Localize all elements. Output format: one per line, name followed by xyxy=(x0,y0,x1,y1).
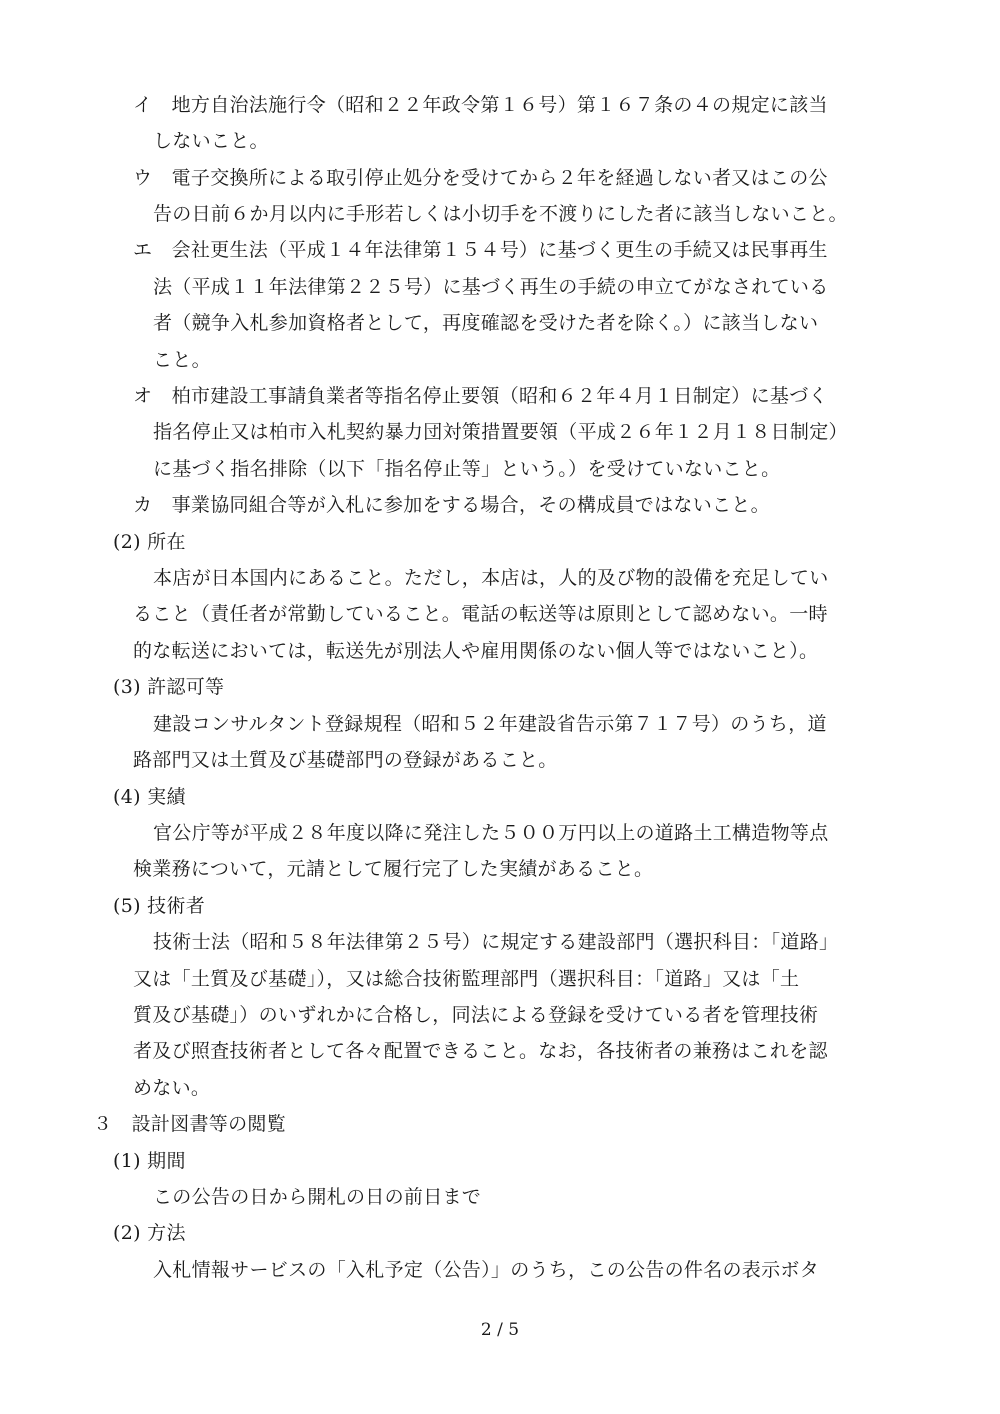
text-line: ること（責任者が常勤していること。電話の転送等は原則として認めない。一時 xyxy=(133,603,828,625)
text-line: に基づく指名排除（以下「指名停止等」という。）を受けていないこと。 xyxy=(153,458,781,480)
text-line: 者（競争入札参加資格者として，再度確認を受けた者を除く。）に該当しない xyxy=(153,312,819,334)
section-heading: (4) 実績 xyxy=(113,786,186,808)
text-line: オ 柏市建設工事請負業者等指名停止要領（昭和６２年４月１日制定）に基づく xyxy=(133,385,828,407)
text-line: 技術士法（昭和５８年法律第２５号）に規定する建設部門（選択科目：「道路」 xyxy=(153,931,839,953)
text-line: 本店が日本国内にあること。ただし，本店は，人的及び物的設備を充足してい xyxy=(153,567,829,589)
text-line: 入札情報サービスの「入札予定（公告）」のうち，この公告の件名の表示ボタ xyxy=(153,1259,820,1281)
section-heading: (1) 期間 xyxy=(113,1150,186,1172)
section-heading: ３ 設計図書等の閲覧 xyxy=(93,1113,287,1135)
text-line: 検業務について，元請として履行完了した実績があること。 xyxy=(133,858,654,880)
text-line: 建設コンサルタント登録規程（昭和５２年建設省告示第７１７号）のうち，道 xyxy=(153,713,827,735)
text-line: ウ 電子交換所による取引停止処分を受けてから２年を経過しない者又はこの公 xyxy=(133,167,828,189)
text-line: カ 事業協同組合等が入札に参加をする場合，その構成員ではないこと。 xyxy=(133,494,770,516)
text-line: しないこと。 xyxy=(153,130,269,152)
text-line: 的な転送においては，転送先が別法人や雇用関係のない個人等ではないこと）。 xyxy=(133,640,819,662)
text-line: この公告の日から開札の日の前日まで xyxy=(153,1186,482,1208)
text-line: イ 地方自治法施行令（昭和２２年政令第１６号）第１６７条の４の規定に該当 xyxy=(133,94,828,116)
text-line: 路部門又は土質及び基礎部門の登録があること。 xyxy=(133,749,558,771)
text-line: エ 会社更生法（平成１４年法律第１５４号）に基づく更生の手続又は民事再生 xyxy=(133,239,828,261)
text-line: 又は「土質及び基礎」），又は総合技術監理部門（選択科目：「道路」又は「土 xyxy=(133,968,800,990)
section-heading: (2) 所在 xyxy=(113,531,186,553)
section-heading: (3) 許認可等 xyxy=(113,676,225,698)
page-number: 2 / 5 xyxy=(480,1320,520,1340)
section-heading: (5) 技術者 xyxy=(113,895,206,917)
text-line: 指名停止又は柏市入札契約暴力団対策措置要領（平成２６年１２月１８日制定） xyxy=(153,421,848,443)
text-line: 質及び基礎」）のいずれかに合格し，同法による登録を受けている者を管理技術 xyxy=(133,1004,819,1026)
text-line: 法（平成１１年法律第２２５号）に基づく再生の手続の申立てがなされている xyxy=(153,276,829,298)
text-line: こと。 xyxy=(153,349,211,371)
text-line: 告の日前６か月以内に手形若しくは小切手を不渡りにした者に該当しないこと。 xyxy=(153,203,848,225)
text-line: 官公庁等が平成２８年度以降に発注した５００万円以上の道路土工構造物等点 xyxy=(153,822,829,844)
text-line: 者及び照査技術者として各々配置できること。なお，各技術者の兼務はこれを認 xyxy=(133,1040,828,1062)
text-line: めない。 xyxy=(133,1077,211,1099)
section-heading: (2) 方法 xyxy=(113,1222,186,1244)
